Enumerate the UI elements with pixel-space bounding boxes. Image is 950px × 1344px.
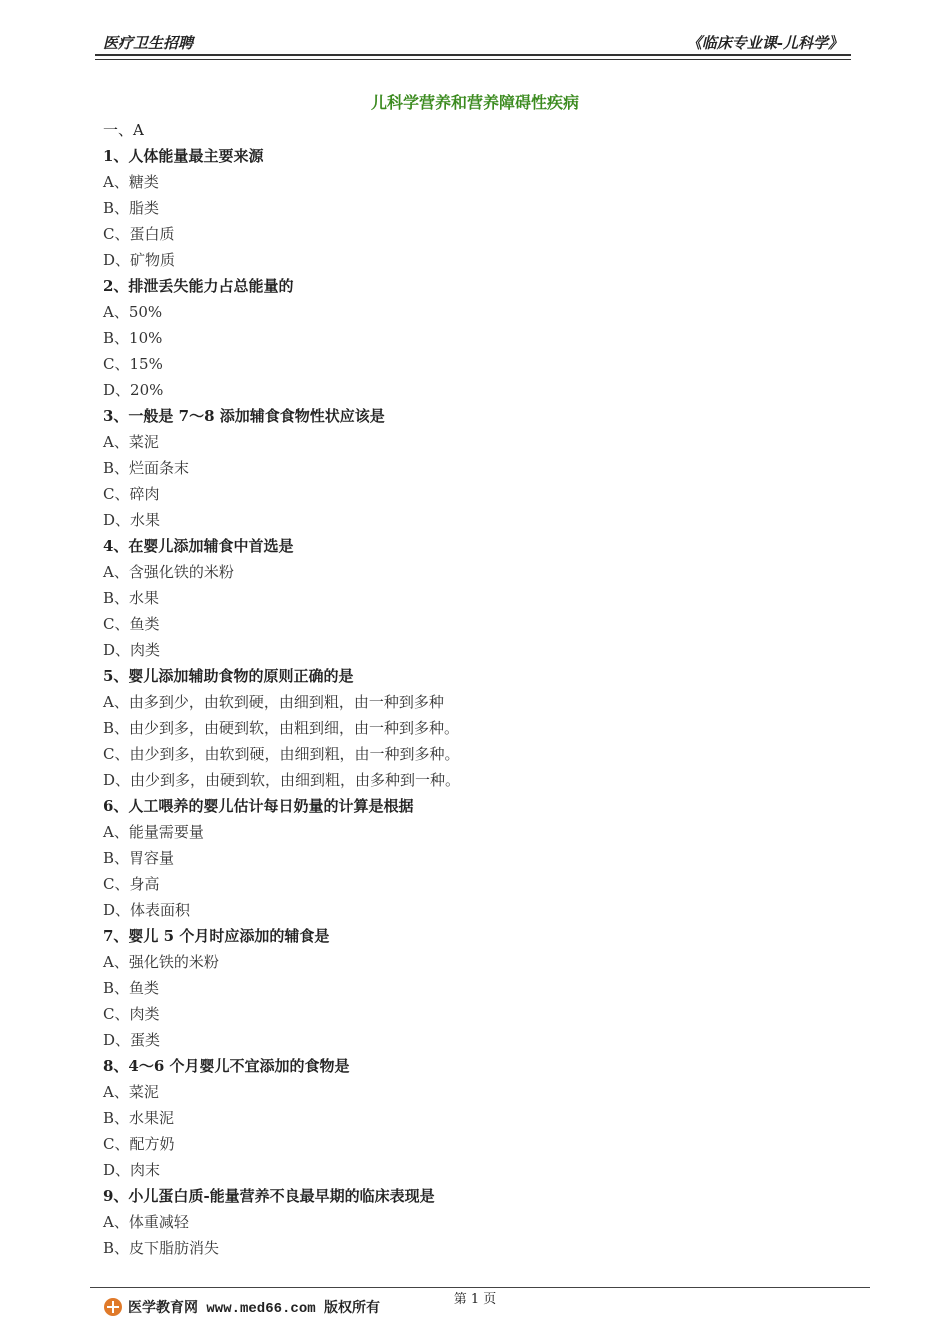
answer-option: D、矿物质 [103,251,176,269]
section-heading: 一、A [103,121,144,139]
answer-option: A、能量需要量 [103,823,204,841]
answer-option: C、肉类 [103,1005,160,1023]
answer-option: B、烂面条末 [103,459,190,477]
answer-option: A、糖类 [103,173,159,191]
question-text: 8、4～6 个月婴儿不宜添加的食物是 [103,1057,350,1075]
footer-copyright: 医学教育网 www.med66.com 版权所有 [128,1301,381,1317]
question-text: 4、在婴儿添加辅食中首选是 [103,537,294,555]
question-text: 9、小儿蛋白质-能量营养不良最早期的临床表现是 [103,1187,435,1205]
page-number: 第 1 页 [453,1292,497,1307]
header-right-text: 《临床专业课-儿科学》 [686,34,843,52]
question-text: 3、一般是 7～8 添加辅食食物性状应该是 [103,407,385,425]
answer-option: D、蛋类 [103,1031,161,1049]
answer-option: D、肉末 [103,1161,161,1179]
answer-option: C、15% [103,355,163,373]
answer-option: C、身高 [103,875,160,893]
answer-option: B、水果 [103,589,160,607]
logo-icon [104,1298,122,1316]
answer-option: A、由多到少，由软到硬，由细到粗，由一种到多种 [103,693,444,711]
answer-option: B、胃容量 [103,849,175,867]
header-divider [95,54,851,60]
answer-option: B、脂类 [103,199,160,217]
answer-option: A、菜泥 [103,1083,159,1101]
answer-option: C、蛋白质 [103,225,175,243]
answer-option: D、肉类 [103,641,161,659]
answer-option: A、50% [103,303,163,321]
answer-option: B、水果泥 [103,1109,175,1127]
question-text: 6、人工喂养的婴儿估计每日奶量的计算是根据 [103,797,414,815]
question-text: 7、婴儿 5 个月时应添加的辅食是 [103,927,330,945]
answer-option: D、20% [103,381,164,399]
question-text: 1、人体能量最主要来源 [103,147,264,165]
answer-option: C、由少到多，由软到硬，由细到粗，由一种到多种。 [103,745,460,763]
page-header [95,30,855,54]
answer-option: D、水果 [103,511,161,529]
answer-option: B、皮下脂肪消失 [103,1239,220,1257]
footer-branding [104,1296,380,1318]
question-text: 2、排泄丢失能力占总能量的 [103,277,294,295]
answer-option: D、体表面积 [103,901,191,919]
answer-option: C、鱼类 [103,615,160,633]
answer-option: B、10% [103,329,163,347]
answer-option: D、由少到多，由硬到软，由细到粗，由多种到一种。 [103,771,461,789]
question-text: 5、婴儿添加辅助食物的原则正确的是 [103,667,354,685]
answer-option: A、体重减轻 [103,1213,189,1231]
answer-option: A、菜泥 [103,433,159,451]
answer-option: C、配方奶 [103,1135,175,1153]
answer-option: C、碎肉 [103,485,160,503]
answer-option: A、强化铁的米粉 [103,953,219,971]
question-list [103,117,843,1261]
answer-option: B、鱼类 [103,979,160,997]
document-title: 儿科学营养和营养障碍性疾病 [370,93,579,112]
answer-option: B、由少到多，由硬到软，由粗到细，由一种到多种。 [103,719,460,737]
header-left-text: 医疗卫生招聘 [103,34,194,52]
answer-option: A、含强化铁的米粉 [103,563,234,581]
